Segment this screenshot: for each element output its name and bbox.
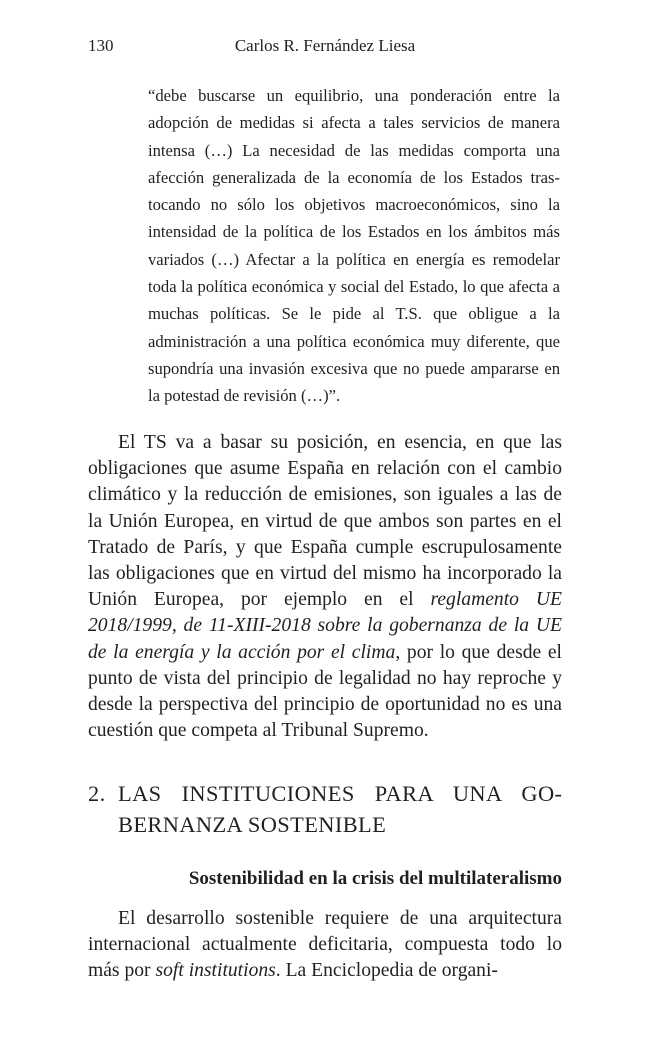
paragraph-1-text <box>88 430 562 744</box>
running-head: Carlos R. Fernández Liesa <box>234 36 416 55</box>
paragraph-1-text-start: El TS va a basar su posición, en esencia, en que las obligaciones que asume España en relación con el cambio climático y la reducción de emisiones, son iguales a las de la Unión Europea, en virtud de que ambos son partes en el Tratado de París, y que España cumple escrupulosamente las obligaciones que en virtud del mismo ha incorporado la Unión Europea, por ejemplo en el <box>88 432 562 611</box>
section-number: 2. <box>88 781 106 806</box>
regulation-citation: reglamento UE 2018/1999, de 11-XIII-2018 sobre la gobernanza de la UE de la energía y la acción por el clima <box>88 589 562 663</box>
block-quote <box>148 82 560 410</box>
page-number: 130 <box>88 36 114 55</box>
soft-institutions-term: soft institutions <box>155 960 276 982</box>
paragraph-1-text-end: , por lo que desde el punto de vista del principio de legalidad no hay reproche y desde la perspectiva del principio de oportunidad no es una cuestión que competa al Tribunal Supremo. <box>88 641 563 742</box>
subsection-heading: Sostenibilidad en la crisis del multilateralismo <box>188 868 562 889</box>
section-heading <box>88 778 562 840</box>
paragraph-2-text-start: El desarrollo sostenible requiere de una arquitectura internacional actualmente deficitaria, compuesta todo lo más por <box>88 908 562 982</box>
body-paragraph-2 <box>88 906 562 985</box>
body-paragraph-1 <box>88 430 562 744</box>
section-title: LAS INSTITUCIONES PARA UNA GOBERNANZA SOSTENIBLE <box>118 781 562 837</box>
page-header <box>88 36 562 60</box>
paragraph-2-text-end: . La Enciclopedia de organi- <box>275 960 498 982</box>
paragraph-2-text <box>88 906 562 985</box>
quote-text: “debe buscarse un equilibrio, una ponderación entre la adopción de medidas si afecta a tales servicios de manera intensa (…) La necesidad de las medidas comporta una afección generalizada de la economía de los Estados trastocando no sólo los objetivos macroeconómicos, sino la intensidad de la política de los Estados en los ámbitos más variados (…) Afectar a la política en energía es remodelar toda la política económica y social del Estado, lo que afecta a muchas políticas. Se le pide al T.S. que obligue a la administración a una política económica muy diferente, que supondría una invasión excesiva que no puede ampararse en la potestad de revisión (…)”. <box>148 86 560 406</box>
